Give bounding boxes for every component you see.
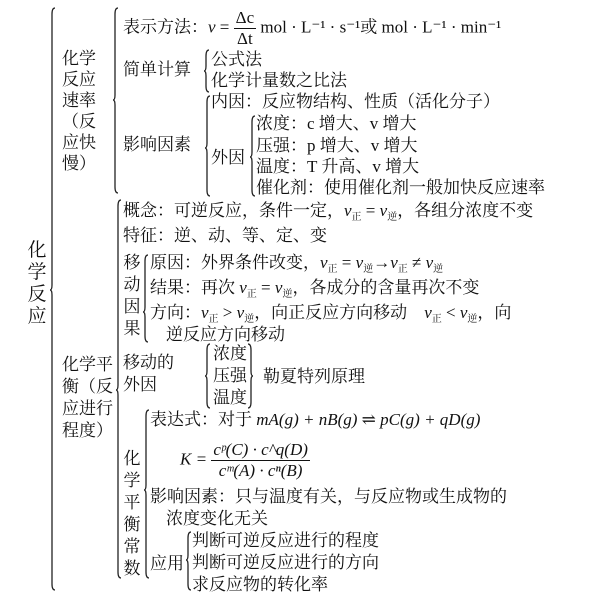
brace (205, 344, 210, 408)
sub: 逆 (363, 264, 374, 275)
sub: 正 (397, 264, 408, 275)
K-formula (180, 440, 310, 481)
reaction: mA(g) + nB(g) ⇌ pC(g) + qD(g) (256, 410, 481, 429)
le-chatelier: 勒夏特列原理 (263, 367, 365, 386)
v: v (424, 303, 432, 322)
shift-cause: 原因：外界条件改变，$v_正 = v_逆\to v_正 \ne v_逆$ (150, 253, 444, 275)
v: v (344, 201, 352, 220)
rate-units: mol · L⁻¹ · s⁻¹或 mol · L⁻¹ · min⁻¹ (256, 17, 502, 37)
sub: 正 (327, 264, 338, 275)
shift-label: 移动因果 (123, 253, 141, 338)
K-den: cᵐ(A) · cⁿ(B) (218, 461, 303, 480)
constant-expression (150, 410, 480, 430)
fraction-num: Δc (235, 8, 255, 27)
calc-item: 化学计量数之比法 (211, 71, 347, 90)
external-factor: 催化剂：使用催化剂一般加快反应速率 (256, 178, 545, 197)
factors-label: 影响因素 (123, 135, 191, 154)
brace (144, 410, 149, 578)
v: v (236, 303, 245, 322)
brace (250, 116, 255, 196)
calc-label: 简单计算 (123, 60, 191, 79)
application-item: 判断可逆反应进行的程度 (192, 531, 379, 550)
rate-label: 化学反应速率（反应快慢） (62, 49, 96, 173)
sub: 正 (246, 289, 257, 300)
application-item: 求反应物的转化率 (192, 575, 328, 594)
external-label: 外因 (211, 148, 245, 167)
text: 结果：再次 (150, 278, 240, 297)
K-fraction (211, 440, 310, 481)
concept-text: 概念：可逆反应，条件一定， (123, 201, 344, 220)
text: ，各成分的含量再次不变 (292, 278, 480, 297)
expression-label: 表示方法： (123, 17, 208, 37)
text: ，向 (477, 303, 512, 322)
shift-direction-cont: 逆反应方向移动 (166, 325, 285, 344)
text: 表达式：对于 (150, 410, 257, 429)
v-symbol: v (208, 17, 216, 37)
sub: 正 (431, 314, 442, 325)
external-cause: 浓度 (213, 344, 247, 363)
sub: 正 (208, 314, 219, 325)
constant-factors-cont: 浓度变化无关 (166, 509, 268, 528)
text: ，向正反应方向移动 (254, 303, 408, 322)
K-num: cᵖ(C) · c^q(D) (213, 440, 308, 459)
shift-direction: 方向：$v_正 > v_逆$，向正反应方向移动 $v_正 < v_逆$，向 (150, 303, 512, 325)
brace (50, 8, 55, 590)
equilibrium-label: 化学平衡（反应进行程度） (62, 355, 113, 440)
external-causes-label: 移动的外因 (123, 353, 174, 394)
constant-factors: 影响因素：只与温度有关，与反应物或生成物的 (150, 487, 507, 506)
external-factor: 浓度：c 增大、v 增大 (256, 114, 417, 133)
concept-text: ，各组分浓度不变 (397, 201, 534, 220)
v: v (355, 253, 364, 272)
constant-label: 化学平衡常数 (123, 449, 141, 578)
sub: 逆 (433, 264, 444, 275)
v: v (379, 201, 388, 220)
brace (248, 344, 253, 408)
fraction-den: Δt (237, 29, 253, 48)
eq: = (215, 17, 234, 37)
v: v (459, 303, 468, 322)
v: v (274, 278, 283, 297)
root-label: 化学反应 (27, 240, 47, 327)
calc-item: 公式法 (211, 50, 262, 69)
brace (204, 50, 209, 92)
sub: 逆 (467, 314, 478, 325)
sub: 逆 (282, 289, 293, 300)
external-factor: 压强：p 增大、v 增大 (256, 136, 418, 155)
features: 特征：逆、动、等、定、变 (123, 226, 327, 245)
brace (186, 532, 191, 590)
external-cause: 压强 (213, 366, 247, 385)
rate-expression (123, 8, 501, 49)
sub: 逆 (387, 212, 398, 223)
text: 方向： (150, 303, 201, 322)
v: v (320, 253, 328, 272)
brace (113, 8, 118, 193)
v: v (201, 303, 209, 322)
v: v (390, 253, 398, 272)
brace (143, 255, 148, 342)
text: 原因：外界条件改变， (150, 253, 320, 272)
internal-factor: 内因：反应物结构、性质（活化分子） (211, 92, 500, 111)
K: K = (180, 449, 212, 469)
external-factor: 温度：T 升高、v 增大 (256, 157, 420, 176)
rate-fraction (234, 8, 256, 49)
concept: 概念：可逆反应，条件一定，$v_正 = v_逆$，各组分浓度不变 (123, 201, 534, 223)
application-item: 判断可逆反应进行的方向 (192, 553, 379, 572)
v: v (239, 278, 247, 297)
external-cause: 温度 (213, 388, 247, 407)
sub: 逆 (244, 314, 255, 325)
sub: 正 (351, 212, 362, 223)
application-label: 应用 (150, 554, 184, 573)
brace (205, 96, 210, 196)
v: v (425, 253, 434, 272)
shift-result: 结果：再次 $v_正 = v_逆$，各成分的含量再次不变 (150, 278, 480, 300)
brace (116, 200, 121, 578)
